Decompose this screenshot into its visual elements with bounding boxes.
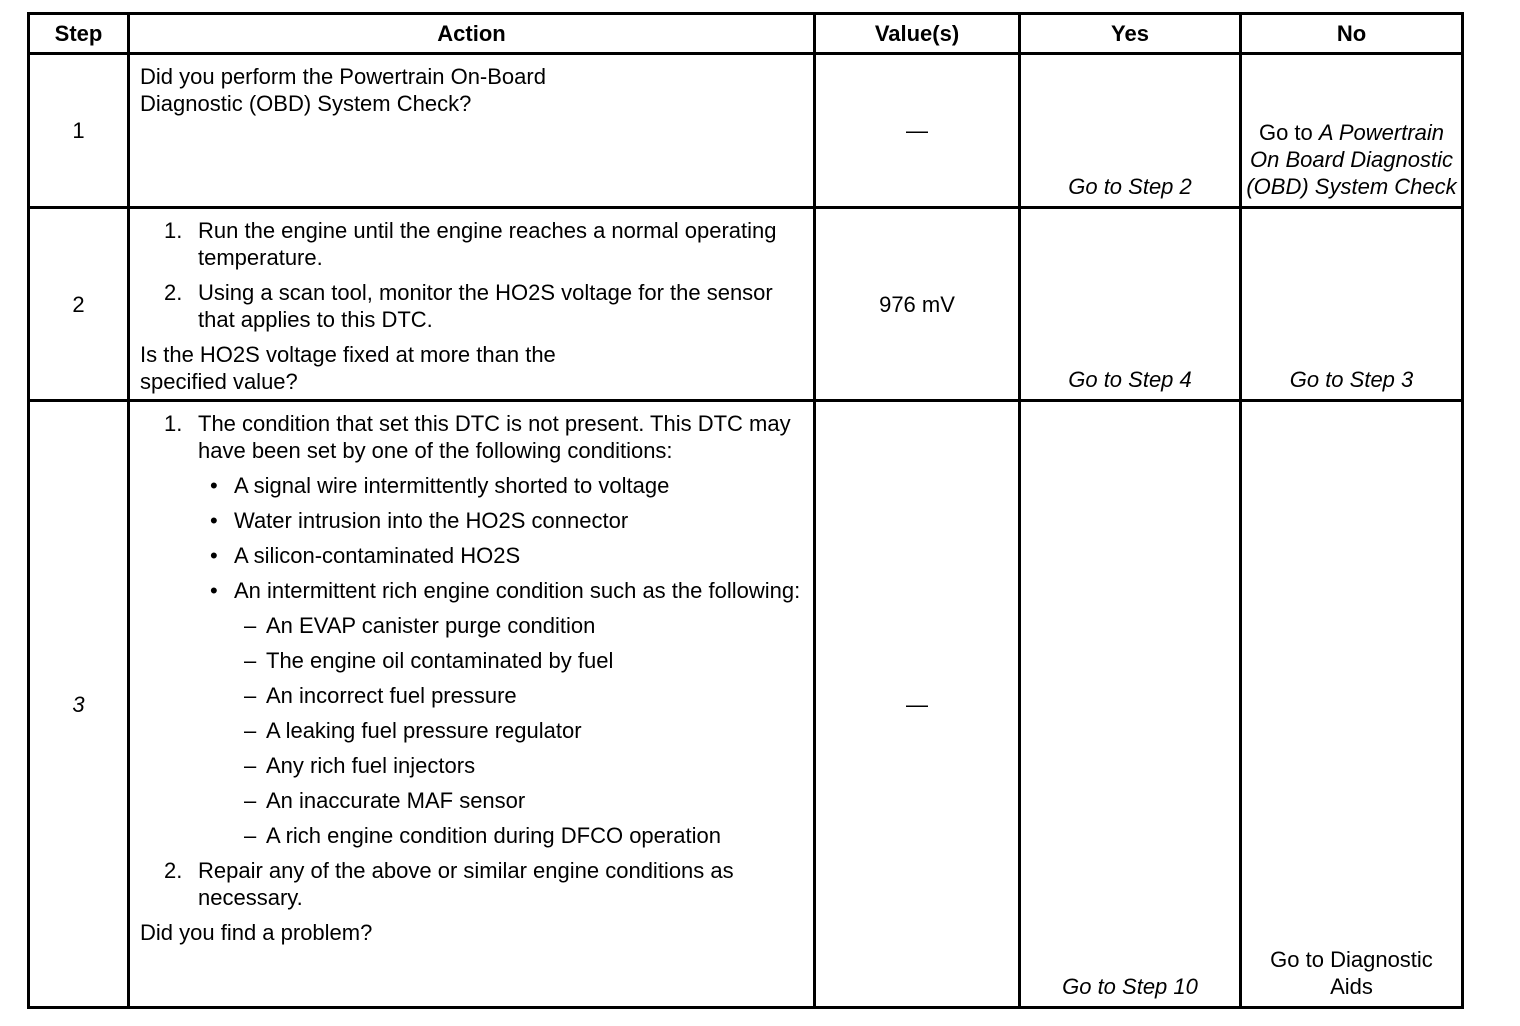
dash-marker: – <box>244 753 257 778</box>
no-prefix: Go to <box>1258 120 1313 145</box>
diagnostic-table <box>27 12 1464 1009</box>
dash-text: A rich engine condition during DFCO operation <box>266 823 721 848</box>
bullet-marker: • <box>210 473 218 498</box>
dash-text: A leaking fuel pressure regulator <box>266 718 582 743</box>
action-cell <box>129 401 815 1008</box>
dash-marker: – <box>244 823 257 848</box>
no-cell <box>1241 54 1463 208</box>
dash-item <box>140 752 807 779</box>
value-cell: — <box>815 401 1020 1008</box>
item-text: Repair any of the above or similar engine conditions as necessary. <box>198 858 734 910</box>
no-text: Go to Diagnostic Aids <box>1270 947 1433 999</box>
header-yes: Yes <box>1020 14 1241 54</box>
bullet-marker: • <box>210 508 218 533</box>
value-cell: 976 mV <box>815 208 1020 401</box>
action-text: Did you perform the Powertrain On-Board Diagnostic (OBD) System Check? <box>140 64 546 116</box>
item-text: Run the engine until the engine reaches a normal operating temperature. <box>198 218 777 270</box>
dash-marker: – <box>244 718 257 743</box>
bullet-marker: • <box>210 578 218 603</box>
table-row <box>29 54 1463 208</box>
bullet-item <box>140 472 807 499</box>
dash-text: Any rich fuel injectors <box>266 753 476 778</box>
bullet-text: A signal wire intermittently shorted to voltage <box>234 473 670 498</box>
item-text: Using a scan tool, monitor the HO2S voltage for the sensor that applies to this DTC. <box>198 280 773 332</box>
header-values: Value(s) <box>815 14 1020 54</box>
dash-text: The engine oil contaminated by fuel <box>266 648 614 673</box>
no-reference: A Powertrain On Board Diagnostic (OBD) System Check <box>1246 120 1457 199</box>
item-text: The condition that set this DTC is not present. This DTC may have been set by one of the following conditions: <box>198 411 791 463</box>
value-cell: — <box>815 54 1020 208</box>
bullet-item <box>140 542 807 569</box>
item-number: 2. <box>164 280 183 305</box>
dash-item <box>140 717 807 744</box>
table-row <box>29 401 1463 1008</box>
item-number: 1. <box>164 218 183 243</box>
bullet-text: Water intrusion into the HO2S connector <box>234 508 629 533</box>
header-no: No <box>1241 14 1463 54</box>
no-cell: Go to Step 3 <box>1241 208 1463 401</box>
dash-marker: – <box>244 648 257 673</box>
yes-cell: Go to Step 2 <box>1020 54 1241 208</box>
dash-item <box>140 682 807 709</box>
no-cell <box>1241 401 1463 1008</box>
question-text: Did you find a problem? <box>140 920 373 945</box>
step-number: 2 <box>29 208 129 401</box>
dash-text: An incorrect fuel pressure <box>266 683 517 708</box>
yes-cell: Go to Step 4 <box>1020 208 1241 401</box>
list-item <box>140 410 807 464</box>
bullet-text: A silicon-contaminated HO2S <box>234 543 521 568</box>
action-cell <box>129 208 815 401</box>
item-number: 2. <box>164 858 183 883</box>
bullet-item <box>140 507 807 534</box>
bullet-text: An intermittent rich engine condition such as the following: <box>234 578 801 603</box>
step-number: 1 <box>29 54 129 208</box>
dash-text: An EVAP canister purge condition <box>266 613 596 638</box>
list-item <box>140 217 807 271</box>
header-row <box>29 14 1463 54</box>
header-action: Action <box>129 14 815 54</box>
step-number: 3 <box>29 401 129 1008</box>
dash-item <box>140 822 807 849</box>
dash-item <box>140 647 807 674</box>
dash-item <box>140 612 807 639</box>
dash-item <box>140 787 807 814</box>
action-cell <box>129 54 815 208</box>
header-step: Step <box>29 14 129 54</box>
dash-text: An inaccurate MAF sensor <box>266 788 526 813</box>
question-text: Is the HO2S voltage fixed at more than the specified value? <box>140 342 556 394</box>
item-number: 1. <box>164 411 183 436</box>
dash-marker: – <box>244 613 257 638</box>
list-item <box>140 279 807 333</box>
dash-marker: – <box>244 788 257 813</box>
list-item <box>140 857 807 911</box>
dash-marker: – <box>244 683 257 708</box>
yes-cell: Go to Step 10 <box>1020 401 1241 1008</box>
bullet-item <box>140 577 807 604</box>
table-row <box>29 208 1463 401</box>
bullet-marker: • <box>210 543 218 568</box>
